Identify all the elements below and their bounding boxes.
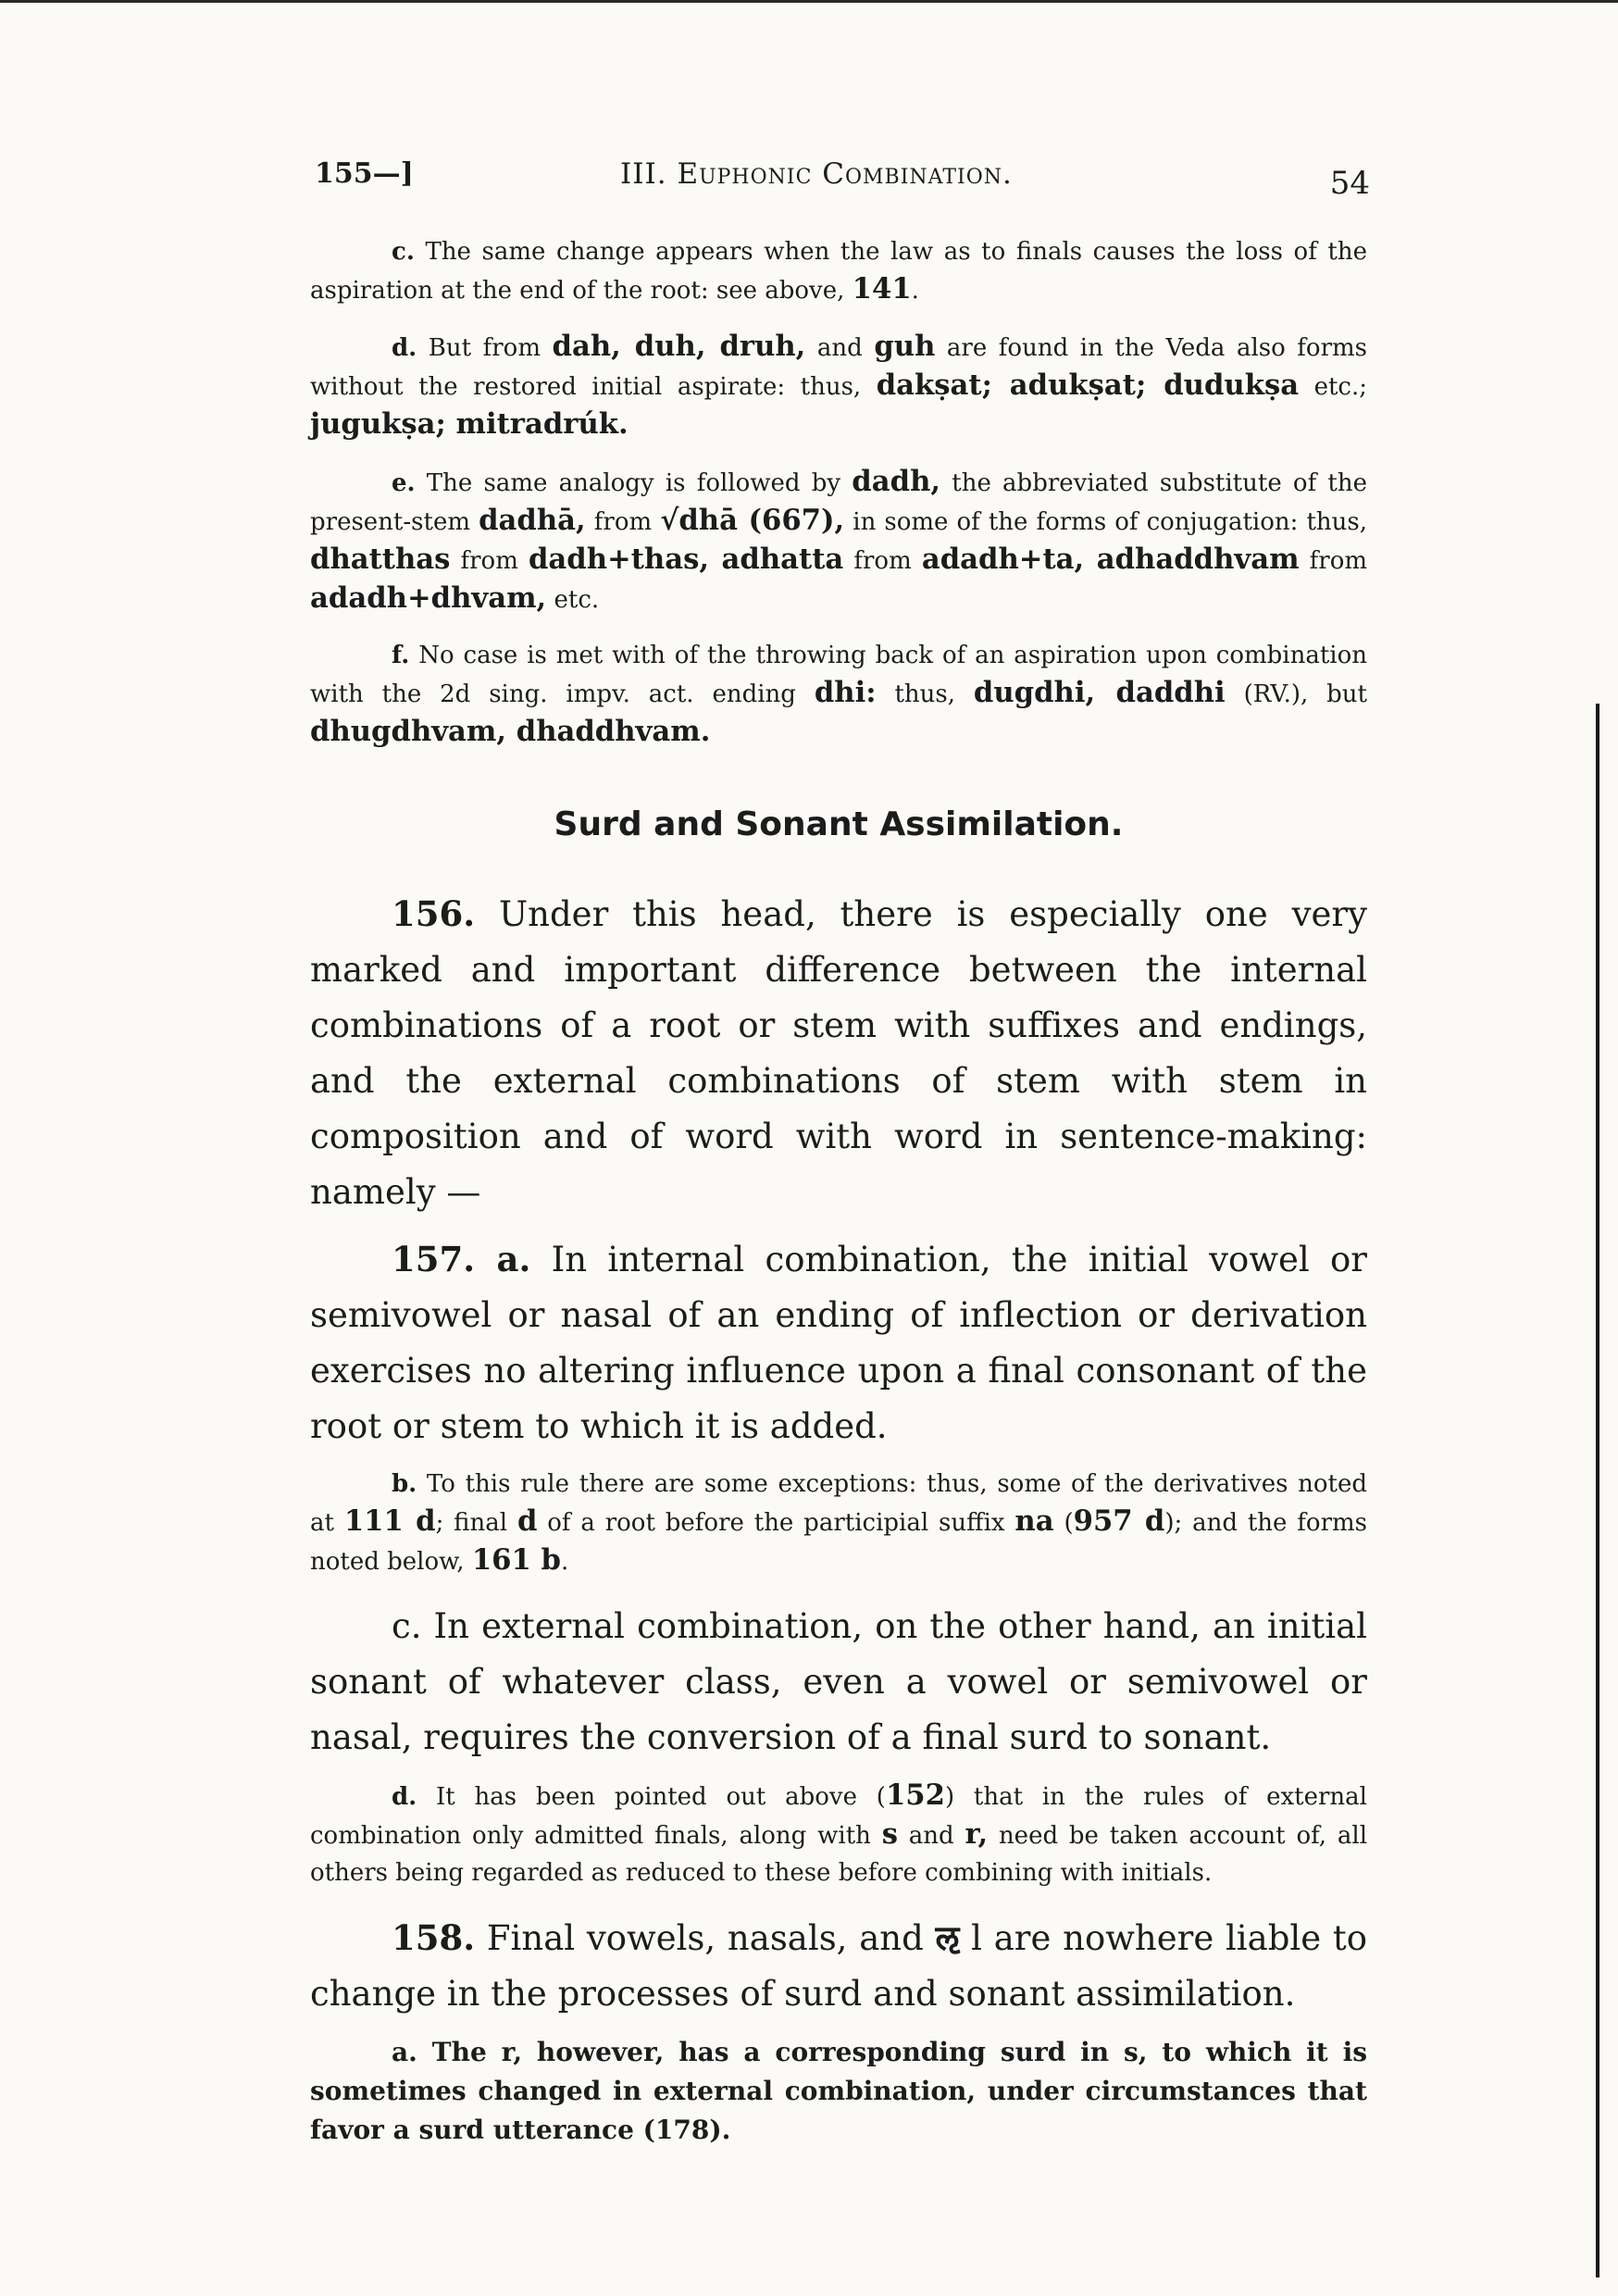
page-edge	[1596, 704, 1599, 2277]
section-ref: 111 d	[343, 1504, 436, 1538]
para-text: and	[805, 334, 875, 362]
section-ref: 141	[852, 272, 912, 306]
para-label: d.	[392, 334, 417, 362]
section-ref: 161 b	[471, 1543, 561, 1577]
para-number: 158.	[392, 1917, 476, 1958]
para-text: need be taken account of, all others being regarded as reduced to these before combining with initials.	[310, 1822, 1368, 1887]
para-label: c.	[392, 1606, 422, 1646]
para-text: In internal combination, the initial vowel or semivowel or nasal of an ending of inflection or derivation exercises no altering influence upon a final consonant of the root or stem to which it is added.	[310, 1240, 1367, 1446]
paragraph-157b	[310, 1466, 1367, 1580]
para-text: etc.	[546, 586, 600, 614]
section-ref: 152	[885, 1778, 945, 1812]
sanskrit-form: dadhā,	[479, 504, 586, 537]
para-text: are found in the Veda also forms without the restored initial aspirate: thus,	[310, 334, 1368, 401]
paragraph-158	[310, 1910, 1367, 2022]
sanskrit-form: dadh+thas, adhatta	[528, 543, 844, 576]
para-label: d.	[392, 1783, 417, 1811]
section-ref: 178	[654, 2115, 710, 2145]
paragraph-155d	[310, 328, 1367, 444]
para-text: ); and the forms noted below,	[310, 1509, 1367, 1576]
paragraph-155f	[310, 637, 1367, 752]
para-text: The	[417, 2037, 502, 2067]
sanskrit-form: dhugdhvam, dhaddhvam.	[310, 715, 711, 748]
para-text: Final vowels, nasals, and	[475, 1918, 936, 1958]
para-text: ).	[709, 2115, 731, 2145]
paragraph-155e	[310, 463, 1367, 618]
devanagari-glyph: ऌ	[935, 1917, 960, 1958]
para-text: however, has a corresponding surd in	[522, 2037, 1124, 2067]
para-text: .	[561, 1548, 569, 1576]
sanskrit-form: dugdhi, daddhi	[973, 676, 1226, 709]
para-text: from	[450, 547, 529, 575]
sanskrit-form: dakṣat; adukṣat; dudukṣa	[876, 368, 1300, 402]
page-body	[310, 233, 1367, 2168]
para-text: Under this head, there is especially one very marked and important difference between the internal combinations of a root or stem with suffixes and endings, and the external combinations of stem with stem in composition and of word with word in sentence-making: namely —	[310, 894, 1367, 1212]
para-text: etc.;	[1299, 373, 1368, 401]
sanskrit-form: dhi:	[814, 676, 877, 709]
sanskrit-form: dah, duh, druh,	[552, 330, 806, 363]
running-header	[315, 148, 1370, 204]
paragraph-157d	[310, 1777, 1367, 1891]
para-text: No case is met with of the throwing back of an aspiration upon combination with the 2d sing. impv. act. ending	[310, 642, 1367, 708]
sanskrit-form: s	[881, 1817, 898, 1851]
para-text: But from	[417, 334, 553, 362]
para-text: ; final	[435, 1509, 517, 1537]
header-section-range: 155—]	[315, 157, 414, 190]
para-label: f.	[392, 642, 410, 669]
para-text: To this rule there are some exceptions: thus, some of the derivatives noted at	[310, 1470, 1367, 1537]
para-text: the abbreviated substitute of the present-stem	[310, 469, 1367, 536]
section-title: Surd and Sonant Assimilation.	[554, 805, 1124, 843]
para-text: and	[897, 1822, 965, 1850]
sanskrit-form: √dhā (667),	[660, 504, 845, 537]
section-ref: 957 d	[1073, 1504, 1165, 1538]
paragraph-157a	[310, 1231, 1367, 1454]
sanskrit-form: dhatthas	[310, 543, 451, 576]
para-text: The same analogy is followed by	[415, 469, 853, 497]
para-text: In external combination, on the other hand, an initial sonant of whatever class, even a vowel or semivowel or nasal, requires the conversion of a final surd to sonant.	[310, 1606, 1367, 1757]
sanskrit-form: adadh+ta, adhaddhvam	[921, 543, 1300, 576]
top-rule	[0, 0, 1618, 3]
para-text: from	[585, 508, 661, 536]
para-text: from	[1299, 547, 1368, 575]
para-label: c.	[392, 238, 415, 266]
paragraph-156	[310, 886, 1367, 1220]
para-label: b.	[392, 1470, 417, 1498]
page-number: 54	[1329, 165, 1370, 202]
para-text: to which it is sometimes changed in external combination, under circumstances that favor a surd utterance (	[310, 2037, 1367, 2145]
sanskrit-form: adadh+dhvam,	[310, 581, 547, 615]
sanskrit-form: jugukṣa; mitradrúk.	[310, 407, 629, 441]
para-text: .	[911, 277, 919, 305]
sanskrit-form: d	[517, 1504, 538, 1538]
para-label: a.	[475, 1239, 531, 1279]
sanskrit-form: na	[1014, 1504, 1054, 1538]
para-text: ) that in the rules of external combination only admitted finals, along with	[310, 1783, 1367, 1850]
para-text: l are nowhere liable to change in the processes of surd and sonant assimilation.	[310, 1918, 1367, 2014]
para-label: a.	[392, 2037, 417, 2067]
sanskrit-form: r,	[965, 1817, 989, 1851]
para-text: (	[1053, 1509, 1074, 1537]
para-text: of a root before the participial suffix	[537, 1509, 1015, 1537]
para-text: (RV.), but	[1225, 680, 1367, 708]
sanskrit-form: guh	[874, 330, 936, 363]
para-label: e.	[392, 469, 416, 497]
para-text: thus,	[876, 680, 974, 708]
sanskrit-form: r,	[501, 2037, 523, 2067]
para-number: 156.	[392, 893, 476, 934]
paragraph-157c	[310, 1599, 1367, 1766]
paragraph-155c	[310, 233, 1367, 309]
sanskrit-form: s,	[1123, 2037, 1148, 2067]
paragraph-158a	[310, 2033, 1367, 2150]
para-text: It has been pointed out above (	[417, 1783, 886, 1811]
sanskrit-form: dadh,	[852, 465, 941, 498]
para-text: in some of the forms of conjugation: thus,	[844, 508, 1368, 536]
para-text: from	[843, 547, 922, 575]
para-text: The same change appears when the law as to finals causes the loss of the aspiration at the end of the root: see above,	[310, 238, 1367, 305]
para-number: 157.	[392, 1239, 476, 1279]
header-chapter-title: III. Euphonic Combination.	[620, 157, 1013, 191]
